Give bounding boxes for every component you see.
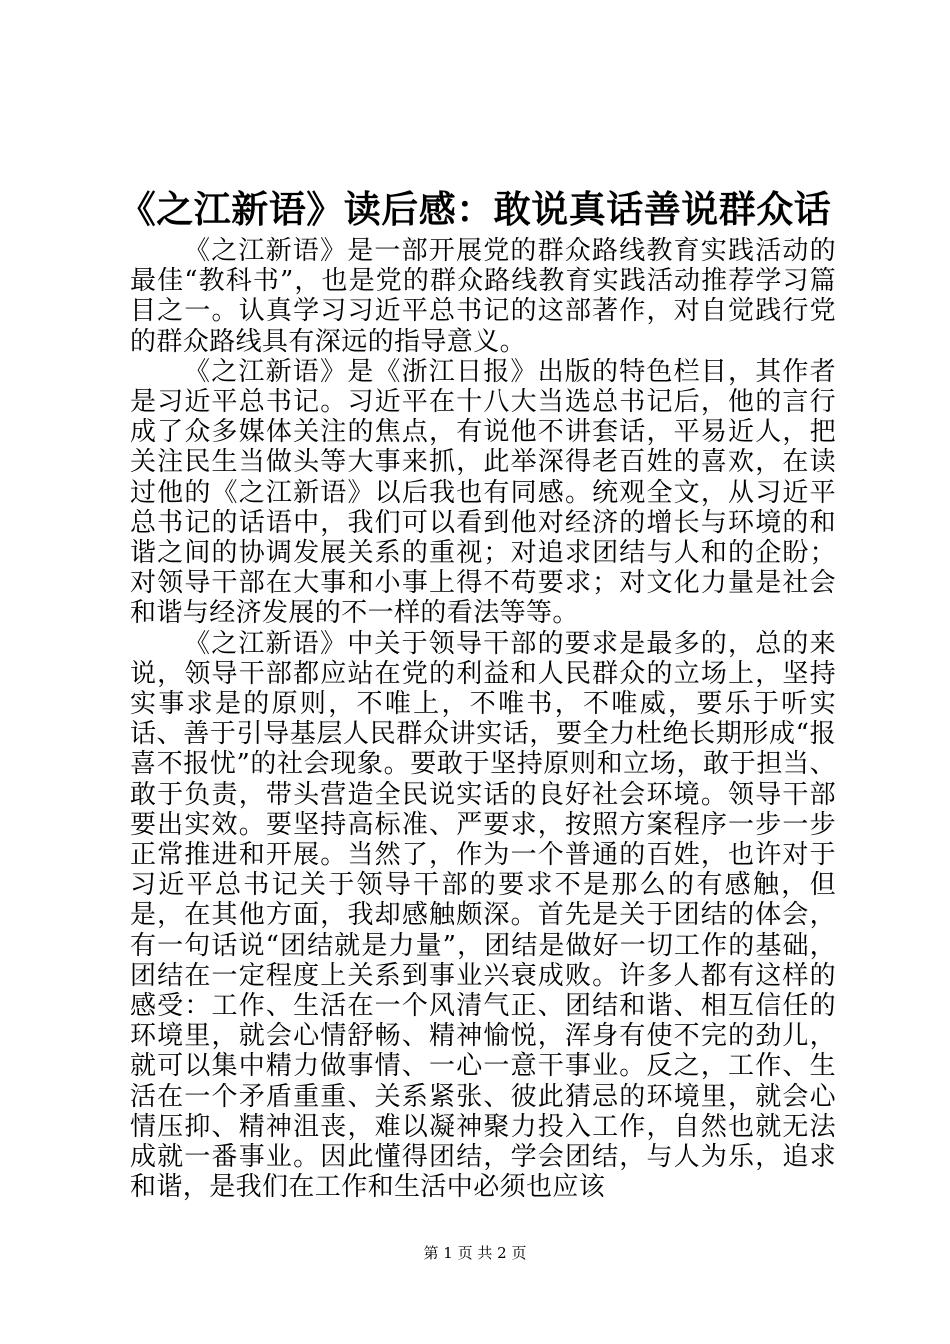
paragraph-2: 《之江新语》是《浙江日报》出版的特色栏目，其作者是习近平总书记。习近平在十八大当选总书记后，他的言行成了众多媒体关注的焦点，有说他不讲套话，平易近人，把关注民生当做头等大事来抓，此举深得老百姓的喜欢，在读过他的《之江新语》以后我也有同感。统观全文，从习近平总书记的话语中，我们可以看到他对经济的增长与环境的和谐之间的协调发展关系的重视；对追求团结与人和的企盼；对领导干部在大事和小事上得不苟要求；对文化力量是社会和谐与经济发展的不一样的看法等等。 <box>130 356 836 629</box>
paragraph-3: 《之江新语》中关于领导干部的要求是最多的，总的来说，领导干部都应站在党的利益和人民群众的立场上，坚持实事求是的原则，不唯上，不唯书，不唯威，要乐于听实话、善于引导基层人民群众讲实话，要全力杜绝长期形成“报喜不报忧”的社会现象。要敢于坚持原则和立场，敢于担当、敢于负责，带头营造全民说实话的良好社会环境。领导干部要出实效。要坚持高标准、严要求，按照方案程序一步一步正常推进和开展。当然了，作为一个普通的百姓，也许对于习近平总书记关于领导干部的要求不是那么的有感触，但是，在其他方面，我却感触颇深。首先是关于团结的体会，有一句话说“团结就是力量”，团结是做好一切工作的基础，团结在一定程度上关系到事业兴衰成败。许多人都有这样的感受：工作、生活在一个风清气正、团结和谐、相互信任的环境里，就会心情舒畅、精神愉悦，浑身有使不完的劲儿，就可以集中精力做事情、一心一意干事业。反之，工作、生活在一个矛盾重重、关系紧张、彼此猜忌的环境里，就会心情压抑、精神沮丧，难以凝神聚力投入工作，自然也就无法成就一番事业。因此懂得团结，学会团结，与人为乐，追求和谐，是我们在工作和生活中必须也应该 <box>130 628 836 1203</box>
document-title: 《之江新语》读后感：敢说真话善说群众话 <box>118 187 832 231</box>
document-body <box>130 236 836 1203</box>
page-footer: 第 1 页 共 2 页 <box>423 1244 527 1262</box>
paragraph-1: 《之江新语》是一部开展党的群众路线教育实践活动的最佳“教科书”，也是党的群众路线教育实践活动推荐学习篇目之一。认真学习习近平总书记的这部著作，对自觉践行党的群众路线具有深远的指导意义。 <box>130 236 836 357</box>
